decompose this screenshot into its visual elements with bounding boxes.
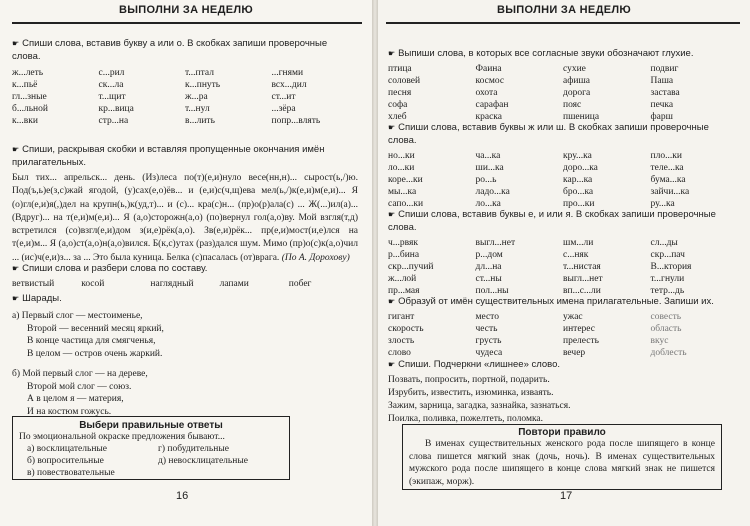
word: ск...ла: [98, 80, 124, 90]
word: кру...ка: [563, 151, 592, 161]
charade-line: Мой первый слог — на дереве,: [22, 369, 148, 379]
word: с...няк: [563, 250, 589, 260]
word: фарш: [650, 112, 673, 122]
pointing-hand-icon: ☛: [12, 145, 20, 154]
answer-option[interactable]: д) невосклицательные: [158, 456, 248, 466]
task-insert-e-i-ya: [388, 208, 738, 297]
word: ж...лой: [388, 274, 417, 284]
header-rule: [12, 22, 362, 24]
task-word-analysis: [12, 262, 358, 290]
left-page: [0, 0, 372, 526]
word: ужас: [563, 312, 583, 322]
word-row: Поилка, поливка, пожелтеть, поломка.: [388, 414, 544, 424]
word: сапо...ки: [388, 199, 424, 209]
word: бума...ка: [650, 175, 686, 185]
word: коре...ки: [388, 175, 423, 185]
word: В...ктория: [650, 262, 692, 272]
word: т...гнули: [650, 274, 685, 284]
word: вкус: [650, 336, 669, 346]
pointing-hand-icon: ☛: [12, 294, 20, 303]
task-charades: [12, 292, 358, 418]
pointing-hand-icon: ☛: [12, 264, 20, 273]
word: песня: [388, 88, 412, 98]
word: в...лить: [185, 116, 215, 126]
task-instruction: Образуй от имён существительных имена прилагательные. Запиши их.: [398, 296, 714, 307]
word: пр...мая: [388, 286, 420, 296]
word: грусть: [475, 336, 502, 346]
answer-option[interactable]: г) побудительные: [158, 444, 229, 454]
word: слово: [388, 348, 411, 358]
word: софа: [388, 100, 408, 110]
word: р...бина: [388, 250, 420, 260]
word: вп...с...ли: [563, 286, 601, 296]
word: т...щит: [98, 92, 126, 102]
task-instruction: Спиши слова, вставив буквы е, и или я. В скобках запиши проверочные слова.: [388, 209, 716, 233]
word-grid: [12, 67, 358, 127]
charade-label: а): [12, 311, 20, 321]
word: дл...на: [475, 262, 502, 272]
word: охота: [475, 88, 498, 98]
task-insert-a-o: [12, 37, 358, 127]
box-title: Повтори правило: [518, 427, 606, 438]
word: к...вки: [12, 116, 38, 126]
word: с...рил: [98, 68, 125, 78]
word: доро...ка: [563, 163, 598, 173]
word: Паша: [650, 76, 674, 86]
box-question: По эмоциональной окраске предложения бывают...: [19, 432, 225, 442]
word: т...птал: [185, 68, 214, 78]
charade-line: И на костюм гожусь.: [27, 406, 112, 417]
answer-option[interactable]: б) вопросительные: [27, 456, 104, 466]
task-odd-word: [388, 358, 738, 426]
word: ч...рвяк: [388, 238, 418, 248]
word-row: Позвать, попросить, портной, подарить.: [388, 375, 550, 385]
word: сл...ды: [650, 238, 678, 248]
page-header: ВЫПОЛНИ ЗА НЕДЕЛЮ: [118, 4, 254, 16]
charade-line: В конце частица для смягченья,: [27, 336, 156, 346]
word: косой: [81, 279, 105, 289]
exercise-text: Был тих... апрельск... день. (Из)леса по(т)(е,и)нуло весе(нн,н)... сырост(ь,/)ю. Под(ъ,ь)е(з,с)жай ягодой, (у)сах(е,о)ёв... и (е,и)с(ч,щ)ева мел(ь,/)к(е,и)м(е,и)... Я (о)гл(е,и)я(,)дел на крупн(ь,)к(уд,т)... и (с)... кра(с)н... (пр)о(р)ала(с) ... Ж(...)ил(а)... (Вдруг)... на т(е,и)м(е,и)... Я (а,о)сторожн(а,о) (по)вернул гол(а,о)ву. Мой взгля(т,д) встретился (со)взгл(е,и)дом з(и,е)рёк(а,о). Зв(е,и)рёк... пр(е,и)мост(и,е)лся на т(е,и)м... Я (а,о)ст(а,о)н(а,о)вился. Б(к,с)утах (раз)дался шум. Мимо (пр)о(с)к(а,о)чил ... (ис)ч(е,и)з... за ... Это была куница. Белка (с)пасалась (от)врага.: [12, 173, 358, 263]
word: ло...ка: [475, 199, 501, 209]
word: интерес: [563, 324, 595, 334]
pointing-hand-icon: ☛: [12, 39, 20, 48]
charade-line: В целом — остров очень жаркий.: [27, 348, 163, 359]
word: б...льной: [12, 104, 48, 114]
word: к...пьё: [12, 80, 38, 90]
word: ши...ка: [475, 163, 504, 173]
box-title: Выбери правильные ответы: [79, 420, 223, 431]
word: мы...ка: [388, 187, 417, 197]
word: ча...ка: [475, 151, 501, 161]
word: пояс: [563, 100, 582, 110]
word: побег: [288, 279, 312, 289]
task-instruction: Шарады.: [22, 293, 62, 304]
charade-a: [12, 310, 358, 360]
word: ст...ны: [475, 274, 502, 284]
word: хлеб: [388, 112, 407, 122]
word: ...гнями: [271, 68, 304, 78]
word: печка: [650, 100, 674, 110]
charade-line: Второй мой слог — союз.: [27, 381, 132, 392]
rule-box: [402, 424, 722, 490]
word: космос: [475, 76, 505, 86]
word: пол...ны: [475, 286, 509, 296]
word: афиша: [563, 76, 590, 86]
word-grid: [388, 237, 738, 297]
right-page: [378, 0, 750, 526]
word: ...зёра: [271, 104, 296, 114]
page-header: ВЫПОЛНИ ЗА НЕДЕЛЮ: [496, 4, 632, 16]
word-grid: [388, 150, 738, 210]
task-instruction: Спиши слова, вставив буквы ж или ш. В скобках запиши проверочные слова.: [388, 122, 709, 146]
word: ж...ра: [185, 92, 208, 102]
word: выгл...нет: [475, 238, 516, 248]
pointing-hand-icon: ☛: [388, 360, 396, 369]
word: ст...ит: [271, 92, 296, 102]
word: выгл...нет: [563, 274, 603, 284]
word: но...ки: [388, 151, 415, 161]
word: лапами: [219, 279, 249, 289]
answer-option[interactable]: а) восклицательные: [27, 444, 107, 454]
author-credit: (По А. Дорохову): [281, 252, 350, 263]
word: т...нистая: [563, 262, 601, 272]
charade-line: А в целом я — материя,: [27, 394, 124, 404]
task-instruction: Спиши слова, вставив букву а или о. В скобках запиши проверочные слова.: [12, 38, 328, 62]
answer-option[interactable]: в) повествовательные: [27, 468, 115, 478]
task-instruction: Выпиши слова, в которых все согласные звуки обозначают глухие.: [398, 48, 694, 59]
pointing-hand-icon: ☛: [388, 297, 396, 306]
charade-label: б): [12, 369, 20, 379]
word: прелесть: [563, 336, 599, 346]
word: тетр...дь: [650, 286, 685, 296]
word: т...нул: [185, 104, 210, 114]
task-instruction: Спиши. Подчеркни «лишнее» слово.: [398, 359, 561, 370]
odd-word-lines: [388, 374, 738, 426]
word: ро...ь: [475, 175, 497, 185]
task-voiceless-consonants: [388, 47, 738, 123]
pointing-hand-icon: ☛: [388, 210, 396, 219]
word: доблесть: [650, 348, 687, 358]
task-insert-zh-sh: [388, 121, 738, 210]
word: Фаина: [475, 64, 502, 74]
rule-text: В именах существительных женского рода после шипящего в конце слова пишется мягкий знак (дочь, ночь). В именах существительных мужского рода после шипящего в конце слова мягкий знак не пишется (экипаж, морж).: [409, 439, 715, 487]
word: бро...ка: [563, 187, 594, 197]
answer-choice-box: [12, 416, 290, 480]
word: шм...ли: [563, 238, 594, 248]
word: ветвистый: [12, 279, 55, 289]
word-row: Зажим, зарница, загадка, зазнайка, зазнаться.: [388, 401, 571, 411]
word: птица: [388, 64, 412, 74]
word: дорога: [563, 88, 591, 98]
charade-b: [12, 368, 358, 418]
word: ж...леть: [12, 68, 44, 78]
word: краска: [475, 112, 502, 122]
word: скр...пучий: [388, 262, 434, 272]
word: скр...пач: [650, 250, 685, 260]
word: кар...ка: [563, 175, 593, 185]
word: скорость: [388, 324, 424, 334]
task-form-adjectives: [388, 295, 738, 359]
word: чудеса: [475, 348, 503, 358]
word: попр...влять: [271, 116, 321, 126]
task-instruction: Спиши слова и разбери слова по составу.: [22, 263, 208, 274]
pointing-hand-icon: ☛: [388, 123, 396, 132]
word-grid: [388, 63, 738, 123]
word: ру...ка: [650, 199, 675, 209]
word: теле...ка: [650, 163, 684, 173]
charade-line: Второй — весенний месяц яркий,: [27, 323, 164, 334]
word: стр...на: [98, 116, 129, 126]
word: ладо...ка: [475, 187, 510, 197]
word-row: Изрубить, известить, изюминка, изваять.: [388, 388, 554, 398]
word-list: [12, 278, 358, 290]
word: про...ки: [563, 199, 595, 209]
word: застава: [650, 88, 680, 98]
word: соловей: [388, 76, 421, 86]
word: сарафан: [475, 100, 509, 110]
word: ло...ки: [388, 163, 415, 173]
charade-line: Первый слог — местоименье,: [21, 311, 143, 321]
pointing-hand-icon: ☛: [388, 49, 396, 58]
word: зайчи...ка: [650, 187, 690, 197]
word: кр...вица: [98, 104, 134, 114]
word: гл...зные: [12, 92, 47, 102]
word: пшеница: [563, 112, 600, 122]
word: злость: [388, 336, 415, 346]
word: место: [475, 312, 499, 322]
word-grid: [388, 311, 738, 359]
word: пло...ки: [650, 151, 682, 161]
word: всх...дил: [271, 80, 307, 90]
word: р...дом: [475, 250, 503, 260]
word: сухие: [563, 64, 586, 74]
task-instruction: Спиши, раскрывая скобки и вставляя пропущенные окончания имён прилагательных.: [12, 144, 325, 168]
header-rule: [386, 22, 740, 24]
word: совесть: [650, 312, 682, 322]
word: наглядный: [150, 279, 194, 289]
word: подвиг: [650, 64, 679, 74]
word: честь: [475, 324, 498, 334]
word: вечер: [563, 348, 586, 358]
word: к...пнуть: [185, 80, 221, 90]
task-adjective-endings: [12, 143, 358, 265]
page-number: 16: [176, 490, 189, 502]
word: гигант: [388, 312, 415, 322]
answer-options: [13, 443, 289, 479]
page-number: 17: [560, 490, 573, 502]
word: область: [650, 324, 682, 334]
